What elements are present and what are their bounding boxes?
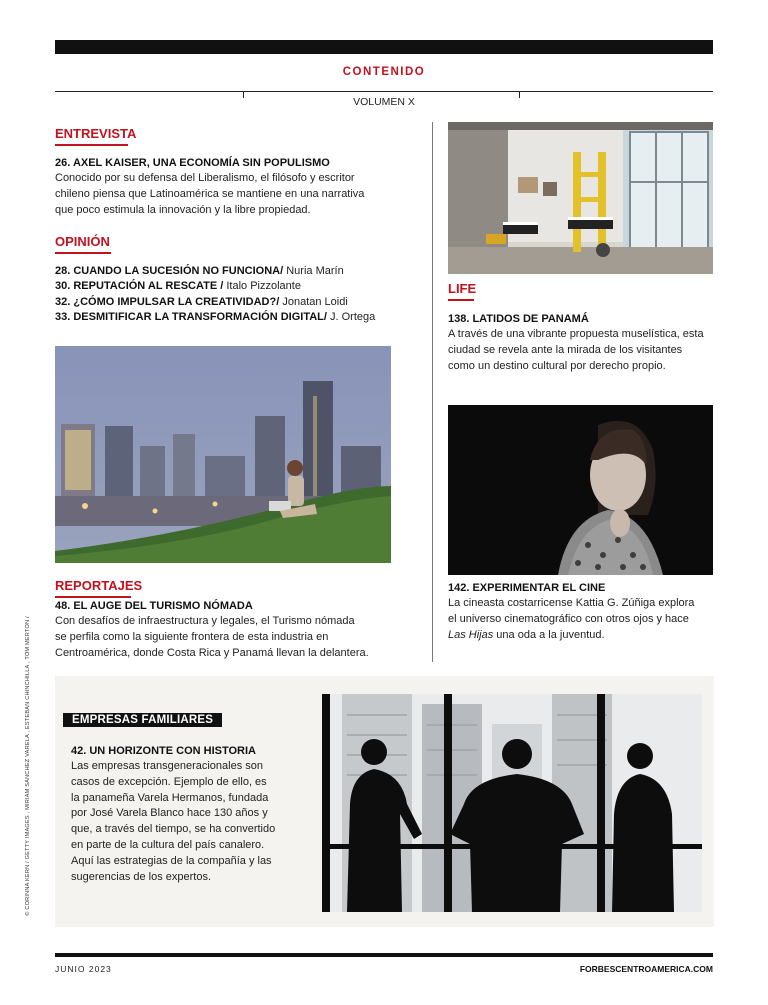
entrevista-article[interactable]	[55, 156, 415, 218]
article-line: como un destino cultural por derecho propio.	[448, 359, 666, 372]
article-line: por José Varela Blanco hace 130 años y	[71, 807, 268, 820]
section-underline	[55, 144, 128, 146]
entrevista-section	[55, 126, 136, 146]
city-photo	[55, 346, 391, 563]
opinion-item[interactable]: 33. DESMITIFICAR LA TRANSFORMACIÓN DIGITAL/ J. Ortega	[55, 311, 376, 324]
article-line: la panameña Varela Hermanos, fundada	[71, 791, 269, 804]
opinion-item[interactable]: 28. CUANDO LA SUCESIÓN NO FUNCIONA/ Nuria Marín	[55, 265, 344, 277]
interior-photo	[448, 122, 713, 274]
article-line: Con desafíos de infraestructura y legales, el Turismo nómada	[55, 615, 355, 627]
article-line: casos de excepción. Ejemplo de ello, es	[71, 775, 267, 788]
silhouettes-photo	[322, 694, 702, 912]
reportajes-section	[55, 578, 142, 598]
film-title: Las Hijas	[448, 628, 494, 641]
opinion-item[interactable]: 32. ¿CÓMO IMPULSAR LA CREATIVIDAD?/ Jonatan Loidi	[55, 295, 348, 308]
article-line: el universo cinematográfico con otros ojos y hace	[448, 612, 689, 625]
article-line: Conocido por su defensa del Liberalismo, el filósofo y escritor	[55, 172, 355, 184]
reportajes-article[interactable]	[55, 599, 415, 661]
article-line: que poco estimula la innovación y la libre propiedad.	[55, 203, 311, 216]
article-title: 26. AXEL KAISER, UNA ECONOMÍA SIN POPULISMO	[55, 157, 330, 169]
top-bar	[55, 40, 713, 54]
portrait-photo	[448, 405, 713, 575]
article-line: La cineasta costarricense Kattia G. Zúñiga explora	[448, 597, 695, 609]
issue-date: JUNIO 2023	[55, 964, 112, 974]
opinion-list	[55, 264, 375, 326]
article-title: 42. UN HORIZONTE CON HISTORIA	[71, 745, 256, 757]
article-line: sugerencias de los expertos.	[71, 870, 212, 883]
section-label: ENTREVISTA	[55, 126, 137, 141]
footer-rule	[55, 953, 713, 957]
section-label: OPINIÓN	[55, 234, 110, 249]
section-label: REPORTAJES	[55, 578, 143, 593]
article-line: A través de una vibrante propuesta muselística, esta	[448, 328, 704, 340]
photo-credit: © CORINNA KERN / GETTY IMAGES , MIRIAM SÁNCHEZ VARELA , ESTEBAN CHINCHILLA , TOM MERTON /	[25, 616, 31, 916]
empresas-label: EMPRESAS FAMILIARES	[63, 713, 222, 727]
section-underline	[55, 596, 131, 598]
opinion-section	[55, 234, 111, 254]
opinion-item[interactable]: 30. REPUTACIÓN AL RESCATE / Italo Pizzolante	[55, 280, 301, 293]
article-line: que, a través del tiempo, se ha convertido	[71, 823, 276, 836]
article-line: Las Hijas una oda a la juventud.	[448, 628, 605, 641]
section-underline	[448, 299, 474, 301]
article-line: Aquí las estrategias de la compañía y las	[71, 854, 272, 867]
article-line: Centroamérica, donde Costa Rica y Panamá llevan la delantera.	[55, 646, 369, 659]
section-label: LIFE	[448, 281, 477, 296]
article-title: 142. EXPERIMENTAR EL CINE	[448, 582, 606, 594]
article-line: chileno piensa que Latinoamérica se mantiene en una narrativa	[55, 187, 365, 200]
article-line: Las empresas transgeneracionales son	[71, 760, 264, 772]
article-line: en parte de la cultura del país canalero.	[71, 838, 265, 851]
header-rule	[55, 91, 713, 92]
section-underline	[55, 252, 111, 254]
life-article[interactable]	[448, 312, 713, 374]
volume-label: VOLUMEN X	[353, 96, 415, 108]
section-title: CONTENIDO	[342, 66, 426, 78]
column-divider	[432, 122, 433, 662]
site-url[interactable]: FORBESCENTROAMERICA.COM	[579, 964, 713, 974]
empresas-article[interactable]	[71, 744, 311, 885]
article-title: 48. EL AUGE DEL TURISMO NÓMADA	[55, 600, 253, 612]
life-section	[448, 281, 476, 301]
article-line: ciudad se revela ante la mirada de los visitantes	[448, 343, 683, 356]
article-line: se perfila como la siguiente frontera de esta industria en	[55, 630, 329, 643]
article-title: 138. LATIDOS DE PANAMÁ	[448, 313, 589, 325]
cine-article[interactable]	[448, 581, 718, 643]
